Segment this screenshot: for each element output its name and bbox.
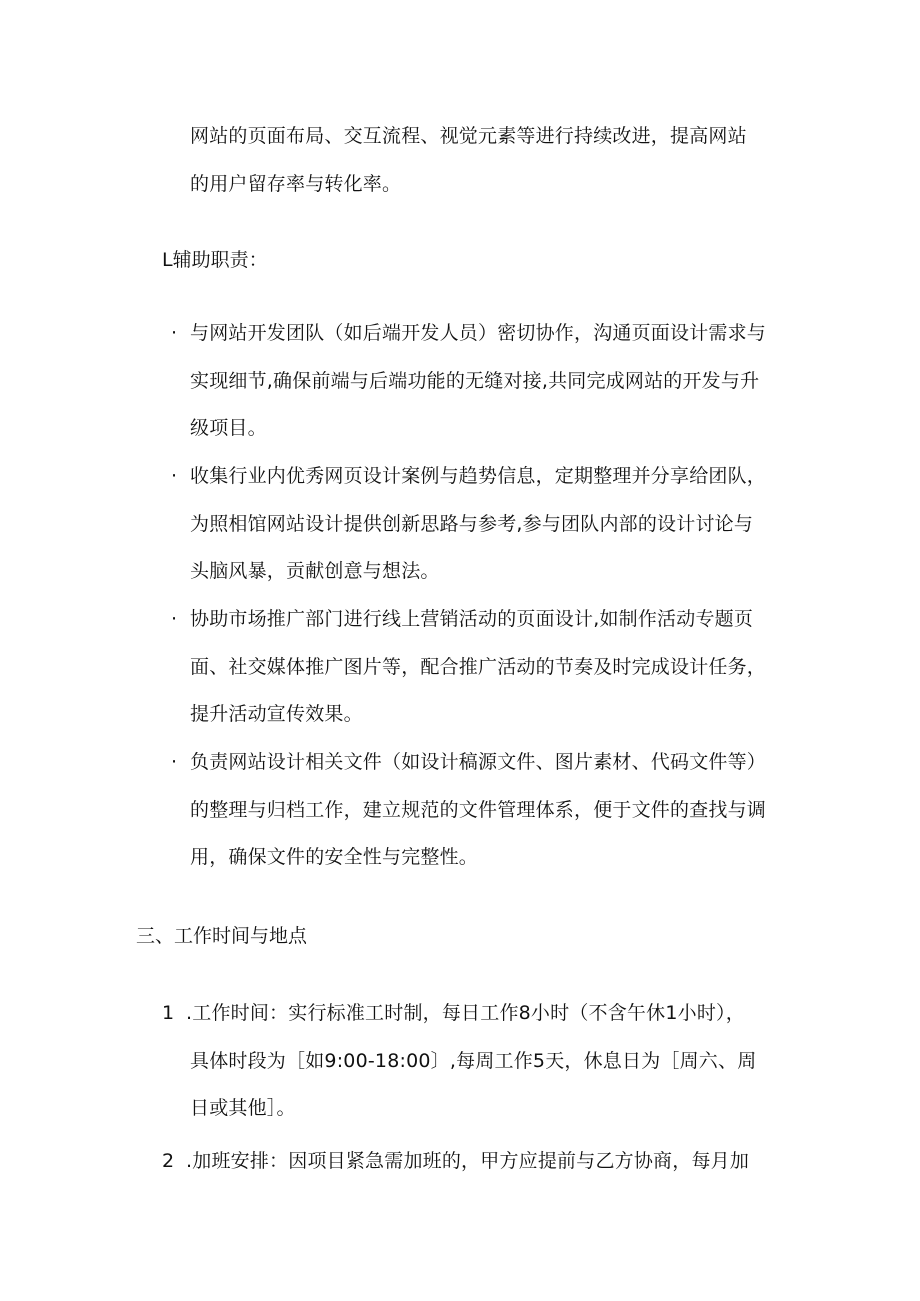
bullet-2-line-3: 头脑风暴，贡献创意与想法。 (190, 560, 440, 582)
bullet-marker: · (170, 751, 178, 773)
item-1-line-3: 日或其他］。 (190, 1097, 296, 1119)
item-1-line-1: .工作时间：实行标准工时制，每日工作8小时（不含午休1小时）， (186, 1002, 745, 1024)
bullet-marker: · (170, 465, 178, 487)
bullet-3-line-3: 提升活动宣传效果。 (190, 703, 363, 725)
bullet-1-line-2: 实现细节,确保前端与后端功能的无缝对接,共同完成网站的开发与升 (190, 370, 760, 392)
item-1-line-2: 具体时段为［如9:00-18:00〕,每周工作5天，休息日为［周六、周 (190, 1050, 757, 1072)
intro-line-2: 的用户留存率与转化率。 (190, 173, 402, 195)
aux-duties-heading: L辅助职责： (162, 249, 268, 271)
bullet-marker: · (170, 322, 178, 344)
bullet-3-line-2: 面、社交媒体推广图片等，配合推广活动的节奏及时完成设计任务， (190, 656, 767, 678)
bullet-1-line-3: 级项目。 (190, 417, 267, 439)
item-2-line-1: .加班安排：因项目紧急需加班的，甲方应提前与乙方协商，每月加 (186, 1150, 750, 1172)
item-2-number: 2 (162, 1150, 175, 1172)
item-1-number: 1 (162, 1002, 175, 1024)
bullet-4-line-1: 负责网站设计相关文件（如设计稿源文件、图片素材、代码文件等） (190, 751, 767, 773)
intro-line-1: 网站的页面布局、交互流程、视觉元素等进行持续改进，提高网站 (190, 125, 747, 147)
bullet-3-line-1: 协助市场推广部门进行线上营销活动的页面设计,如制作活动专题页 (190, 608, 754, 630)
section-3-heading: 三、工作时间与地点 (136, 925, 308, 947)
bullet-4-line-3: 用，确保文件的安全性与完整性。 (190, 846, 479, 868)
bullet-2-line-1: 收集行业内优秀网页设计案例与趋势信息，定期整理并分享给团队， (190, 465, 767, 487)
bullet-1-line-1: 与网站开发团队（如后端开发人员）密切协作，沟通页面设计需求与 (190, 322, 767, 344)
bullet-4-line-2: 的整理与归档工作，建立规范的文件管理体系，便于文件的查找与调 (190, 799, 767, 821)
bullet-2-line-2: 为照相馆网站设计提供创新思路与参考,参与团队内部的设计讨论与 (190, 513, 754, 535)
bullet-marker: · (170, 608, 178, 630)
